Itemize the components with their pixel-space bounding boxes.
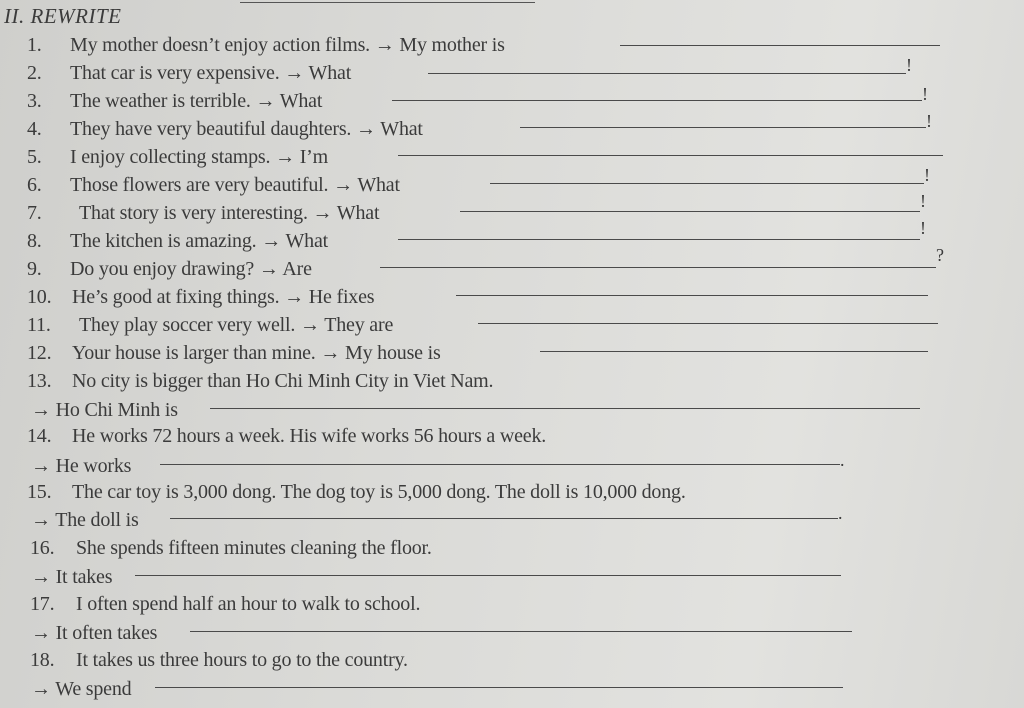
answer-lead: → He works [31, 455, 132, 477]
item-prompt: He works 72 hours a week. His wife works 56 hours a week. [72, 425, 547, 447]
item-prompt: She spends fifteen minutes cleaning the floor. [76, 537, 432, 559]
answer-blank[interactable] [456, 295, 928, 296]
item-number: 15. [27, 481, 52, 503]
item-number: 10. [27, 286, 52, 308]
end-punctuation: ! [922, 84, 928, 104]
answer-blank[interactable] [478, 323, 938, 324]
answer-blank[interactable] [380, 267, 936, 268]
item-number: 7. [27, 202, 42, 224]
item-number: 8. [27, 230, 42, 252]
item-prompt: He’s good at fixing things. → He fixes [72, 286, 375, 308]
item-prompt: They have very beautiful daughters. → What [70, 118, 423, 140]
answer-blank[interactable] [520, 127, 926, 128]
item-prompt: They play soccer very well. → They are [79, 314, 394, 336]
item-prompt: Your house is larger than mine. → My house is [72, 342, 441, 364]
item-number: 18. [30, 649, 55, 671]
item-number: 5. [27, 146, 42, 168]
answer-blank[interactable] [540, 351, 928, 352]
item-prompt: It takes us three hours to go to the country. [76, 649, 408, 671]
item-prompt: Do you enjoy drawing? → Are [70, 258, 312, 280]
item-prompt: No city is bigger than Ho Chi Minh City in Viet Nam. [72, 370, 494, 392]
item-number: 12. [27, 342, 52, 364]
answer-blank[interactable] [160, 464, 840, 465]
answer-lead: → Ho Chi Minh is [31, 399, 178, 421]
item-number: 16. [30, 537, 55, 559]
answer-blank[interactable] [490, 183, 924, 184]
answer-blank[interactable] [135, 575, 841, 576]
answer-lead: → It takes [31, 566, 113, 588]
answer-lead: → It often takes [31, 622, 158, 644]
item-prompt: I often spend half an hour to walk to school. [76, 593, 421, 615]
item-prompt: The car toy is 3,000 dong. The dog toy is 5,000 dong. The doll is 10,000 dong. [72, 481, 686, 503]
item-number: 17. [30, 593, 55, 615]
answer-lead: → The doll is [31, 509, 139, 531]
item-prompt: Those flowers are very beautiful. → What [70, 174, 400, 196]
item-number: 2. [27, 62, 42, 84]
end-punctuation: ! [926, 111, 932, 131]
item-prompt: The kitchen is amazing. → What [70, 230, 328, 252]
end-punctuation: . [840, 450, 845, 470]
answer-blank[interactable] [620, 45, 940, 46]
section-title: II. REWRITE [4, 4, 122, 28]
end-punctuation: ! [920, 191, 926, 211]
end-punctuation: . [838, 503, 843, 523]
answer-blank[interactable] [392, 100, 922, 101]
answer-blank[interactable] [428, 73, 906, 74]
item-prompt: I enjoy collecting stamps. → I’m [70, 146, 328, 168]
end-punctuation: ! [906, 55, 912, 75]
item-number: 9. [27, 258, 42, 280]
item-number: 4. [27, 118, 42, 140]
answer-blank[interactable] [155, 687, 843, 688]
item-number: 13. [27, 370, 52, 392]
item-prompt: That story is very interesting. → What [79, 202, 380, 224]
answer-blank[interactable] [190, 631, 852, 632]
answer-lead: → We spend [31, 678, 132, 700]
answer-blank[interactable] [460, 211, 920, 212]
item-number: 6. [27, 174, 42, 196]
end-punctuation: ? [936, 245, 944, 265]
item-prompt: My mother doesn’t enjoy action films. → My mother is [70, 34, 505, 56]
item-number: 14. [27, 425, 52, 447]
item-prompt: The weather is terrible. → What [70, 90, 323, 112]
answer-blank[interactable] [210, 408, 920, 409]
end-punctuation: ! [920, 218, 926, 238]
answer-blank[interactable] [398, 239, 920, 240]
item-prompt: That car is very expensive. → What [70, 62, 352, 84]
item-number: 1. [27, 34, 42, 56]
answer-blank[interactable] [398, 155, 943, 156]
item-number: 11. [27, 314, 51, 336]
item-number: 3. [27, 90, 42, 112]
end-punctuation: ! [924, 165, 930, 185]
top-divider [240, 2, 535, 3]
answer-blank[interactable] [170, 518, 838, 519]
